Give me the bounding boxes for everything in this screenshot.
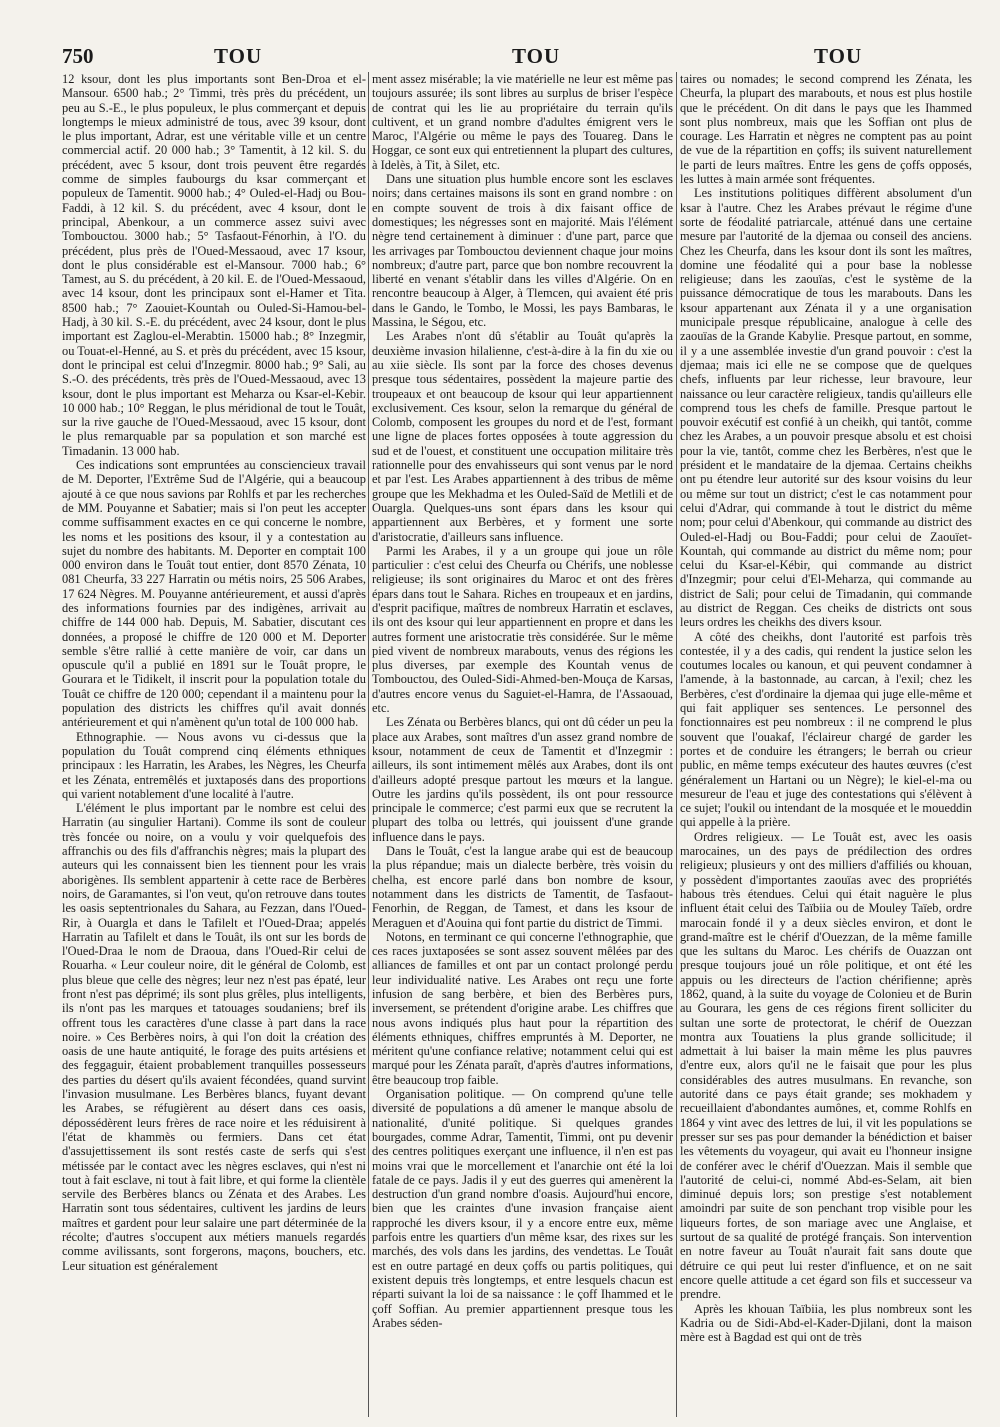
paragraph: Les institutions politiques diffèrent absolument d'un ksar à l'autre. Chez les Arabes prévaut le régime d'une sorte de féodalité patriarcale, atténué dans une certaine mesure par l'autorité de la djemaa ou conseil des anciens. Chez les Cheurfa, dans les ksour dont ils sont les maîtres, domine une féodalité qui a pour base la noblesse religieuse; dans les zaouïas, c'est le système de la puissance démocratique de tous les marabouts. Dans les ksour appartenant aux Zénata il y a une organisation municipale presque républicaine, analogue à celle des zaouïas de la Grande Kabylie. Presque partout, en somme, il y a une assemblée investie d'un grand pouvoir : c'est la djemaa; mais ici elle ne se compose que de quelques chefs, influents par leur richesse, leur bravoure, leur naissance ou leur caractère religieux, tandis qu'ailleurs elle comprend tous les chefs de famille. Presque partout le pouvoir exécutif est confié à un cheikh, qui tantôt, comme chez les Arabes, a un pouvoir presque absolu et est choisi pour la vie, tantôt, comme chez les Berbères, n'est que le président et le mandataire de la djemaa. Certains cheikhs ont pu étendre leur autorité sur des ksour voisins du leur ou même sur tout un district; c'est le cas notamment pour celui d'Adrar, qui commande à tout le district du même nom; pour celui d'Abenkour, qui commande au district des Ouled-el-Hadj ou Bou-Faddi; pour celui de Zaouïet-Kountah, qui commande au district du même nom; pour celui du Ksar-el-Kébir, qui commande au district d'Inzegmir; pour celui d'El-Meharza, qui commande au district de Sali; pour celui de Timadanin, qui commande au district de Reggan. Ces cheiks de districts ont sous leurs ordres les cheikhs des divers ksour.: [680, 186, 972, 630]
paragraph: taires ou nomades; le second comprend les Zénata, les Cheurfa, la plupart des marabouts, et nous est plus hostile que le précédent. On dit dans le pays que les Ihammed sont plus nombreux, mais que les Soffian ont plus de courage. Les Harratin et nègres ne comptent pas au point de vue de la répartition en çoffs; ils suivent naturellement le parti de leurs maîtres. Entre les gens de çoffs opposés, les luttes à main armée sont fréquentes.: [680, 72, 972, 187]
paragraph: Ethnographie. — Nous avons vu ci-dessus que la population du Touât comprend cinq éléments ethniques principaux : les Harratin, les Arabes, les Nègres, les Cheurfa et les Zénata, entremêlés et juxtaposés dans des proportions qui varient notablement d'une localité à l'autre.: [62, 729, 366, 801]
paragraph: Ces indications sont empruntées au consciencieux travail de M. Deporter, l'Extrême Sud de l'Algérie, qui a beaucoup ajouté à ce que nous savions par Rohlfs et par les recherches de MM. Pouyanne et Sabatier; mais si l'on peut les accepter comme suffisamment exactes en ce qui concerne le nombre, les noms et les positions des ksour, il y a contestation au sujet du nombre des habitants. M. Deporter en comptait 100 000 environ dans le Touât tout entier, dont 8570 Zénata, 10 081 Cheurfa, 33 227 Harratin ou métis noirs, 25 506 Arabes, 17 624 Nègres. M. Pouyanne antérieurement, et aussi d'après des informations fournies par des indigènes, arrivait au chiffre de 144 000 hab. Depuis, M. Sabatier, discutant ces données, a proposé le chiffre de 120 000 et M. Deporter semble s'être rallié à cette manière de voir, car dans un opuscule qu'il a publié en 1891 sur le Touât propre, le Gourara et le Tidikelt, il inscrit pour la population totale du Touât ce chiffre de 120 000; cependant il a maintenu pour la population des districts les chiffres qu'il avait donnés antérieurement et qui n'amènent qu'un total de 100 000 hab.: [62, 458, 366, 730]
paragraph: Organisation politique. — On comprend qu'une telle diversité de populations a dû amener le manque absolu de nationalité, d'unité politique. Si quelques grandes bourgades, comme Adrar, Tamentit, Timmi, ont pu devenir des centres politiques exerçant une influence, il n'en est pas moins vrai que le morcellement et l'anarchie ont été la loi fatale de ce pays. Jadis il y eut des guerres qui amenèrent la destruction d'un grand nombre d'oasis. Aujourd'hui encore, bien que les craintes d'une invasion française aient rapproché les divers ksour, il y a encore entre eux, même parfois entre les quartiers d'un même ksar, des rixes sur les marchés, des vols dans les jardins, des vendettas. Le Touât est en outre partagé en deux çoffs ou partis politiques, qui existent depuis très longtemps, et entre lesquels chacun est réparti suivant la loi de sa naissance : le çoff Ihammed et le çoff Soffian. Au premier appartiennent presque tous les Arabes séden-: [372, 1087, 673, 1330]
paragraph: Les Arabes n'ont dû s'établir au Touât qu'après la deuxième invasion hilalienne, c'est-à-dire à la fin du xie ou au xiie siècle. Ils sont par la force des choses devenus presque tous sédentaires, possèdent la majeure partie des troupeaux et ont beaucoup de ksour qui leur appartiennent exclusivement. Ces ksour, selon la remarque du général de Colomb, composent les groupes du nord et de l'est, formant une ligne de places fortes opposées à toute aggression du sud et de l'ouest, et constituent une occupation militaire très rationnelle pour des envahisseurs qui sont venus par le nord et par l'est. Les Arabes appartiennent à des tribus de même groupe que les Mekhadma et les Ouled-Saïd de Metlili et de Ouargla. Quelques-uns sont épars dans les ksour qui appartiennent aux Berbères, et y forment une sorte d'aristocratie, d'ailleurs sans influence.: [372, 329, 673, 544]
paragraph: Notons, en terminant ce qui concerne l'ethnographie, que ces races juxtaposées se sont assez souvent mêlées par des alliances de familles et ont par un contact prolongé perdu leur individualité native. Les Arabes ont reçu une forte infusion de sang berbère, et bien des Berbères purs, inversement, se prétendent d'origine arabe. Les chiffres que nous avons indiqués plus haut pour la répartition des éléments ethniques, chiffres empruntés à M. Deporter, ne méritent qu'une confiance relative; notamment celui qui est marqué pour les Zénata paraît, d'après d'autres informations, être beaucoup trop faible.: [372, 929, 673, 1087]
running-head-center: TOU: [512, 44, 561, 68]
paragraph: 12 ksour, dont les plus importants sont Ben-Droa et el-Mansour. 6500 hab.; 2° Timmi, très près du précédent, un peu au S.-E., le plus populeux, le plus commerçant et depuis longtemps le mieux administré de tous, avec 39 ksour, dont le plus important, Adrar, est une véritable ville et un centre commercial actif. 20 000 hab.; 3° Tamentit, à 12 kil. S. du précédent, avec 5 ksour, dont trois peuvent être regardés comme de simples faubourgs du ksar commerçant et populeux de Tamentit. 9000 hab.; 4° Ouled-el-Hadj ou Bou-Faddi, à 12 kil. S. du précédent, avec 4 ksour, dont le principal, Abenkour, a un commerce assez suivi avec Tombouctou. 3000 hab.; 5° Tasfaout-Fénorhin, à l'O. du précédent, plus près de l'Oued-Messaoud, avec 17 ksour, dont le plus considérable est el-Mansour. 7000 hab.; 6° Tamest, au S. du précédent, à 20 kil. E. de l'Oued-Messaoud, avec 14 ksour, dont les principaux sont el-Hamer et Tita. 8500 hab.; 7° Zaouiet-Kountah ou Ouled-Si-Hamou-bel-Hadj, à 30 kil. S.-E. du précédent, avec 24 ksour, dont le plus important est Zaglou-el-Merabtin. 15000 hab.; 8° Inzegmir, ou Touat-el-Henné, au S. et près du précédent, avec 15 ksour, dont le principal est celui d'Inzegmir. 8000 hab.; 9° Sali, au S.-O. des précédents, très près de l'Oued-Messaoud, avec 13 ksour, dont le plus important est Meharza ou Ksar-el-Kebir. 10 000 hab.; 10° Reggan, le plus méridional de tout le Touât, sur la rive gauche de l'Oued-Messaoud, avec 15 ksour, dont le plus remarquable par sa population et son marché est Timadanin. 13 000 hab.: [62, 72, 366, 458]
paragraph: A côté des cheikhs, dont l'autorité est parfois très contestée, il y a des cadis, qui rendent la justice selon les coutumes locales ou kanoun, et qui peuvent condamner à l'amende, à la bastonnade, au carcan, à l'exil; chez les Berbères, c'est d'ordinaire la djemaa qui juge elle-même et qui fait appliquer ses sentences. Le personnel des fonctionnaires est peu nombreux : il ne comprend le plus souvent que l'ouakaf, l'éclaireur chargé de garder les portes et de conduire les étrangers; le berrah ou crieur public, en même temps exécuteur des hautes œuvres (c'est généralement un Hartani ou un Nègre); le kiel-el-ma ou mesureur de l'eau et juge des contestations qui s'élèvent à ce sujet; l'oukil ou intendant de la mosquée et le moueddin qui appelle à la prière.: [680, 629, 972, 830]
column-rule-left: [368, 72, 369, 1417]
text-column-3: [680, 72, 972, 1417]
paragraph: ment assez misérable; la vie matérielle ne leur est même pas toujours assurée; ils sont libres au surplus de briser l'espèce de contrat qui les lie au propriétaire du terrain qu'ils cultivent, et un grand nombre d'adultes émigrent vers le Maroc, l'Algérie ou même le pays des Touareg. Dans le Hoggar, ce sont eux qui entretiennent la plupart des cultures, à Idelès, à Tit, à Silet, etc.: [372, 72, 673, 172]
text-column-1: [62, 72, 366, 1417]
running-head-left: TOU: [214, 44, 263, 68]
paragraph: L'élément le plus important par le nombre est celui des Harratin (au singulier Hartani). Comme ils sont de couleur très foncée ou noire, on a voulu y voir quelquefois des affranchis ou des fils d'affranchis nègres; mais la plupart des auteurs qui les connaissent bien les tiennent pour les vrais aborigènes. Ils semblent appartenir à cette race de Berbères noirs, de Garamantes, si l'on veut, qu'on retrouve dans toutes les oasis septentrionales du Sahara, au Fezzan, dans l'Oued-Rir, à Ouargla et dans le Tafilelt et l'Oued-Draa; appelés Harratin au Tafilelt et dans le Touât, ils ont sur les bords de l'Oued-Draa le nom de Draoua, dans l'Oued-Rir celui de Rouarha. « Leur couleur noire, dit le général de Colomb, est plus bleue que celle des nègres; leur nez n'est pas épaté, leur front n'est pas déprimé; ils sont plus grêles, plus intelligents, ils n'ont pas les marques et tatouages soudaniens; bref ils offrent tous les caractères d'une classe à part dans la race noire. » Ces Berbères noirs, à qui l'on doit la création des oasis de une haute antiquité, le forage des puits artésiens et des feggaguir, étaient probablement tranquilles possesseurs des parties du désert qu'ils avaient fécondées, quand survint l'invasion musulmane. Les Berbères blancs, fuyant devant les Arabes, se réfugièrent au désert dans ces oasis, dépossédèrent leurs frères de race noire et les réduisirent à l'état de khammès ou fermiers. Dans cet état d'assujettissement ils sont restés caste de serfs qui s'est métissée par le contact avec les nègres esclaves, qui n'est ni tout à fait esclave, ni tout à fait libre, et qui forme la clientèle servile des Berbères blancs ou Zénata et des Arabes. Les Harratin sont tous sédentaires, cultivent les jardins de leurs maîtres et gardent pour leur salaire une part déterminée de la récolte; d'autres s'occupent aux métiers manuels regardés comme avilissants, sont forgerons, maçons, bouchers, etc. Leur situation est généralement: [62, 801, 366, 1273]
paragraph: Dans une situation plus humble encore sont les esclaves noirs; dans certaines maisons ils sont en grand nombre : on en compte souvent de trois à dix faisant office de domestiques; les négresses sont en majorité. Mais l'élément nègre tend certainement à diminuer : d'une part, parce que les arrivages par Tombouctou deviennent chaque jour moins nombreux; d'autre part, parce que bon nombre recouvrent la liberté en venant s'établir dans les villes d'Algérie. On en rencontre beaucoup à Alger, à Tlemcen, qui avaient été pris dans le Gando, le Tombo, le Mossi, les pays Bambaras, le Massina, le Ségou, etc.: [372, 172, 673, 330]
page-number: 750: [62, 44, 94, 68]
column-rule-right: [676, 72, 677, 1417]
running-head-right: TOU: [814, 44, 863, 68]
page-header: [62, 42, 964, 72]
paragraph: Les Zénata ou Berbères blancs, qui ont dû céder un peu la place aux Arabes, sont maîtres d'un assez grand nombre de ksour, notamment de ceux de Tamentit et d'Inzegmir : ailleurs, ils sont intimement mêlés aux Arabes, dont ils ont d'ailleurs adopté presque partout les mœurs et la langue. Outre les jardins qu'ils possèdent, ils ont pour ressource principale le commerce; c'est parmi eux que se recrutent la plupart des tolba ou lettrés, qui jouissent d'une grande influence dans le pays.: [372, 715, 673, 844]
paragraph: Après les khouan Taïbiia, les plus nombreux sont les Kadria ou de Sidi-Abd-el-Kader-Djilani, dont la maison mère est à Bagdad est qui ont de très: [680, 1301, 972, 1345]
text-column-2: [372, 72, 673, 1417]
paragraph: Ordres religieux. — Le Touât est, avec les oasis marocaines, un des pays de prédilection des ordres religieux; plusieurs y ont des milliers d'affiliés ou khouan, y possèdent d'importantes zaouïas avec des propriétés habous très étendues. Celui qui était naguère le plus influent était celui des Taïbiia ou de Mouley Taïeb, ordre marocain fondé il y a deux siècles environ, et dont le grand-maître est le chérif d'Ouezzan, de la même famille que les sultans du Maroc. Les chérifs de Ouazzan ont presque toujours joué un rôle politique, et ont été les appuis ou les directeurs de l'action chérifienne; après 1862, quand, à la suite du voyage de Colonieu et de Burin au Gourara, les gens de ces régions firent solliciter du sultan une sorte de protectorat, le chérif de Ouezzan montra aux Touatiens la plus grande sollicitude; il admettait à lui baiser la main même les plus pauvres d'entre eux, alors qu'il ne le faisait que pour les plus considérables des autres musulmans. En revanche, son autorité dans ce pays était grande; ses mokhadem y recueillaient d'abondantes aumônes, et, comme Rohlfs en 1864 y vint avec des lettres de lui, il vit les populations se presser sur ses pas pour demander la bénédiction et baiser les vêtements du voyageur, qui avait eu l'honneur insigne de conférer avec le chérif d'Ouezzan. Mais il semble que l'autorité de celui-ci, nommé Abd-es-Selam, ait bien diminué depuis lors; son prestige s'est notablement amoindri par suite de son penchant trop visible pour les liqueurs fortes, de son mariage avec une Anglaise, et surtout de sa qualité de protégé français. Son intervention en notre faveur au Touât n'aurait fait sans doute que détruire ce qui peut lui rester d'influence, et on ne sait encore quelle attitude a cet égard son fils et successeur va prendre.: [680, 829, 972, 1302]
paragraph: Dans le Touât, c'est la langue arabe qui est de beaucoup la plus répandue; mais un dialecte berbère, très voisin du chelha, est encore parlé dans bon nombre de ksour, notamment dans les districts de Tamentit, de Tasfaout-Fenorhin, de Reggan, de Tamest, et dans les ksour de Meraguen et d'Aouina qui font partie du district de Timmi.: [372, 844, 673, 930]
paragraph: Parmi les Arabes, il y a un groupe qui joue un rôle particulier : c'est celui des Cheurfa ou Chérifs, une noblesse religieuse; ils sont originaires du Maroc et ont des frères épars dans tout le Sahara. Riches en troupeaux et en jardins, d'esprit pacifique, maîtres de nombreux Harratin et esclaves, ils ont des ksour qui leur appartiennent en propre et dans les autres forment une aristocratie très considérée. Sur le même pied vivent de nombreux marabouts, venus des régions les plus diverses, par exemple des Kountah venus de Tombouctou, des Ouled-Sidi-Ahmed-ben-Mouça de Karsas, d'autres encore venus du Saguiet-el-Hamra, de l'Assaouad, etc.: [372, 543, 673, 716]
